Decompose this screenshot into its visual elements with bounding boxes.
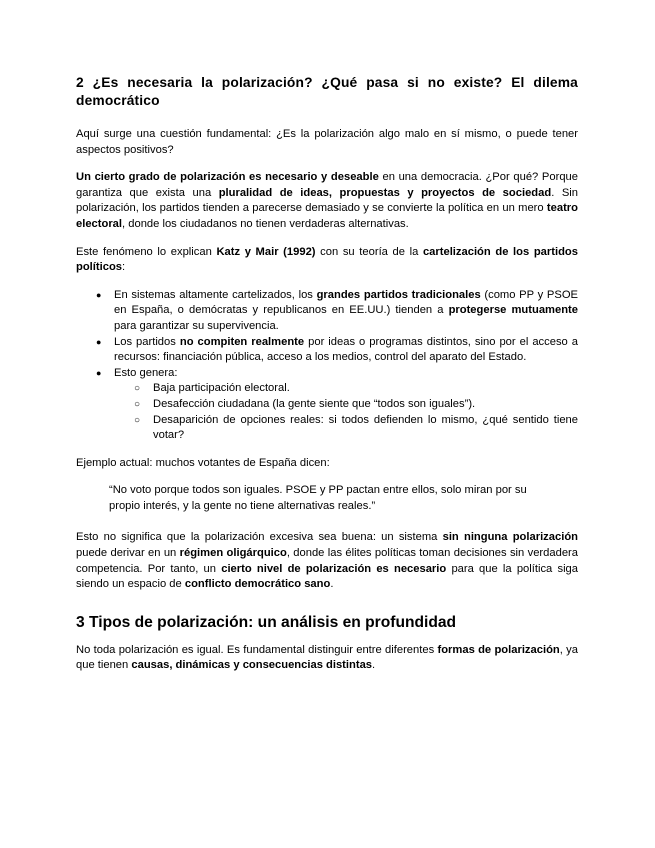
bold-text: pluralidad de ideas, propuestas y proyectos de sociedad (218, 186, 552, 199)
conclusion-paragraph (76, 530, 578, 592)
bold-text: sin ninguna polarización (442, 531, 578, 544)
text: No toda polarización es igual. Es fundamental distinguir entre diferentes (76, 643, 438, 656)
bold-text: cartelización de los partidos políticos (76, 245, 578, 274)
text: , donde los ciudadanos no tienen verdaderas alternativas. (122, 217, 409, 230)
text: : (122, 261, 126, 274)
text: (como PP y PSOE en España, o demócratas y republicanos en EE.UU.) tienden a (114, 288, 578, 317)
text: para garantizar su supervivencia. (114, 319, 279, 332)
polarization-necessary-paragraph (76, 170, 578, 232)
bold-text: no compiten realmente (179, 335, 305, 348)
bold-text: grandes partidos tradicionales (316, 288, 481, 301)
text: para que la política siga siendo un espacio de (76, 562, 579, 591)
bold-text: causas, dinámicas y consecuencias distintas (131, 659, 373, 672)
text: con su teoría de la (315, 245, 423, 258)
bold-text: Katz y Mair (1992) (216, 245, 316, 258)
text: , donde las élites políticas toman decisiones sin verdadera competencia. Por tanto, un (76, 547, 578, 575)
bold-text: Un cierto grado de polarización es necesario y deseable (76, 171, 379, 184)
text: Esto genera: (114, 366, 178, 379)
section-3-heading: 3 Tipos de polarización: un análisis en profundidad (76, 613, 457, 631)
document-page (76, 74, 578, 686)
example-paragraph: Ejemplo actual: muchos votantes de España dicen: (76, 456, 330, 469)
text: en una democracia. ¿Por qué? Porque garantiza que exista una (76, 171, 578, 199)
sub-list-item: ○ Baja participación electoral. (114, 381, 578, 397)
consequences-sublist (114, 381, 578, 443)
sub-list-item: ○ Desafección ciudadana (la gente siente que “todos son iguales”). (114, 397, 578, 413)
text: , ya que tienen (76, 643, 578, 672)
list-item (76, 288, 578, 335)
text: . (372, 659, 376, 672)
list-item (76, 335, 578, 366)
intro-paragraph: Aquí surge una cuestión fundamental: ¿Es la polarización algo malo en sí mismo, o puede tener aspectos positivos? (76, 128, 578, 156)
bold-text: cierto nivel de polarización es necesario (221, 562, 447, 575)
text: puede derivar en un (76, 547, 180, 560)
bold-text: conflicto democrático sano (184, 578, 331, 591)
text: por ideas o programas distintos, sino por el acceso a recursos: financiación pública, acceso a los medios, control del aparato del Estado. (114, 335, 578, 364)
text: . (330, 578, 334, 591)
section-2-heading: 2 ¿Es necesaria la polarización? ¿Qué pasa si no existe? El dilema democrático (76, 75, 578, 108)
voter-quote: “No voto porque todos son iguales. PSOE y PP pactan entre ellos, solo miran por su propio interés, y la gente no tiene alternativas reales.” (109, 484, 527, 512)
types-intro-paragraph (76, 643, 578, 674)
text: . Sin polarización, los partidos tienden a parecerse demasiado y se convierte la política en un mero (76, 186, 578, 215)
cartelization-bullet-list (76, 288, 578, 444)
text: En sistemas altamente cartelizados, los (114, 288, 317, 301)
bold-text: formas de polarización (437, 643, 560, 656)
bold-text: teatro electoral (76, 202, 578, 230)
text: Esto no significa que la polarización excesiva sea buena: un sistema (76, 531, 443, 544)
list-item (76, 366, 578, 444)
bold-text: régimen oligárquico (179, 547, 287, 560)
cartelization-paragraph (76, 245, 578, 276)
text: Los partidos (114, 335, 180, 348)
sub-list-item: ○ Desaparición de opciones reales: si todos defienden lo mismo, ¿qué sentido tiene votar? (114, 413, 578, 444)
bold-text: protegerse mutuamente (448, 304, 578, 317)
text: Este fenómeno lo explican (76, 245, 217, 258)
